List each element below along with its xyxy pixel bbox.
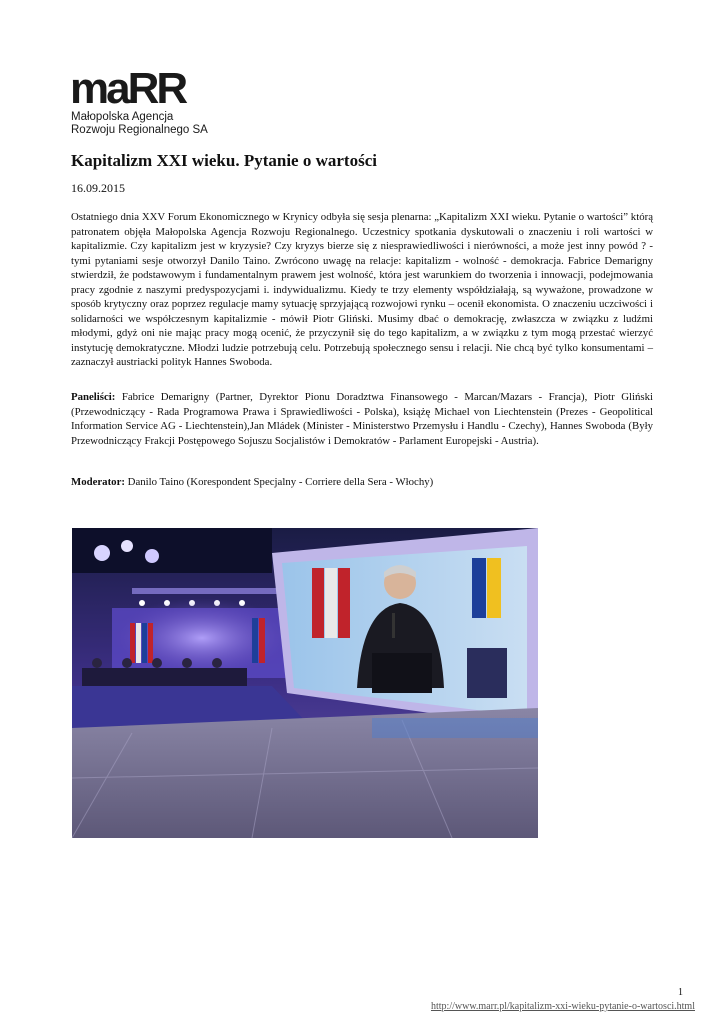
moderator-text: Danilo Taino (Korespondent Specjalny - Corriere della Sera - Włochy) <box>124 476 434 488</box>
panelists-label: Paneliści: <box>71 391 116 403</box>
page-number: 1 <box>678 987 683 998</box>
panel-table <box>82 668 247 686</box>
screen-reflection <box>372 718 538 738</box>
conference-photo-svg <box>72 528 538 838</box>
panelists-paragraph <box>71 390 653 448</box>
marr-logo <box>70 64 230 140</box>
logo-mark: maRR <box>70 64 186 113</box>
logo-line-2: Rozwoju Regionalnego SA <box>71 124 208 136</box>
conference-photo <box>72 528 538 838</box>
panelists-text: Fabrice Demarigny (Partner, Dyrektor Pionu Doradztwa Finansowego - Marcan/Mazars - Francja), Piotr Gliński (Przewodniczący - Rada Programowa Prawa i Sprawiedliwości - Polska), książę Michael von Liechtenstein (Prezes - Geopolitical Information Service AG - Liechtenstein),Jan Mládek (Minister - Ministerstwo Przemysłu i Handlu - Czechy), Hannes Swoboda (Były Przewodniczący Frakcji Postępowego Sojuszu Socjalistów i Demokratów - Parlament Europejski - Austria). <box>71 391 653 447</box>
logo-line-1: Małopolska Agencja <box>71 111 174 123</box>
article-title: Kapitalizm XXI wieku. Pytanie o wartości <box>71 151 377 170</box>
logo-subtitle <box>71 111 208 137</box>
moderator-paragraph <box>71 475 653 490</box>
article-body: Ostatniego dnia XXV Forum Ekonomicznego w Krynicy odbyła się sesja plenarna: „Kapitalizm XXI wieku. Pytanie o wartości” którą patronatem objęła Małopolska Agencja Rozwoju Regionalnego. Uczestnicy spotkania dyskutowali o znaczeniu i roli wartości w kapitalizmie. Czy kapitalizm jest w kryzysie? Czy kryzys bierze się z niesprawiedliwości i nierówności, a może jest inny powód ? - tymi pytaniami sesje otworzył Danilo Taino. Zwrócono uwagę na relacje: kapitalizm - wolność - demokracja. Fabrice Demarigny stwierdził, że podstawowym i fundamentalnym prawem jest wolność, która jest warunkiem do tworzenia i innowacji, podejmowania pracy zgodnie z naszymi predyspozycjami i. indywidualizmu. Kiedy te trzy elementy współdziałają, są wyważone, prowadzone w sposób krytyczny oraz poprzez regulacje mamy sytuację sprzyjającą rozwojowi rynku – ocenił ekonomista. O znaczeniu uczciwości i solidarności we współczesnym kapitalizmie - mówił Piotr Gliński. Musimy dbać o demokrację, zwłaszcza w związku z ludźmi młodymi, gdyż oni nie mając pracy mogą ocenić, że przyczynił się do tego kapitalizm, a w związku z tym mogą przestać wierzyć instytucję demokratyczne. Młodzi ludzie potrzebują celu. Potrzebują społecznego sensu i relacji. Nie chcą być tylko konsumentami – zaznaczył austriacki polityk Hannes Swoboda. <box>71 211 653 368</box>
moderator-label: Moderator: <box>71 476 125 488</box>
source-url-link[interactable]: http://www.marr.pl/kapitalizm-xxi-wieku-pytanie-o-wartosci.html <box>430 1001 695 1012</box>
article-date: 16.09.2015 <box>71 181 125 195</box>
